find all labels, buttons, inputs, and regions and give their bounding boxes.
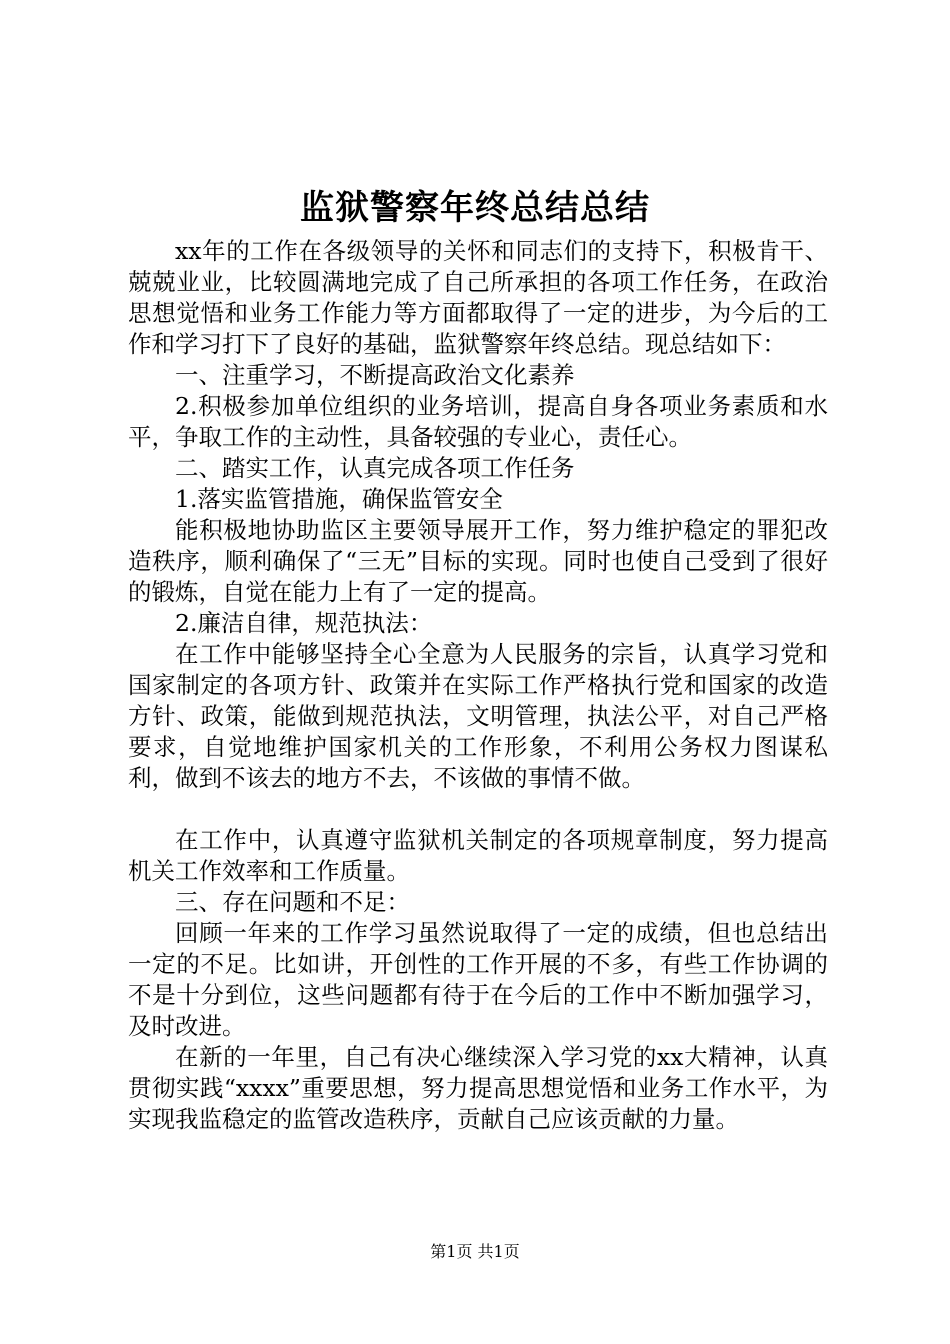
paragraph-rules: 在工作中，认真遵守监狱机关制定的各项规章制度，努力提高机关工作效率和工作质量。 <box>128 826 828 885</box>
document-body <box>128 236 828 1135</box>
paragraph-gap <box>128 794 828 825</box>
document-title: 监狱警察年终总结总结 <box>300 188 650 228</box>
page-number: 第1页 共1页 <box>430 1242 520 1261</box>
subheading-integrity: 2.廉洁自律，规范执法： <box>175 609 433 637</box>
paragraph-shortcomings: 回顾一年来的工作学习虽然说取得了一定的成绩，但也总结出一定的不足。比如讲，开创性的工作开展的不多，有些工作协调的不是十分到位，这些问题都有待于在今后的工作中不断加强学习，及时改进。 <box>128 919 828 1040</box>
paragraph-new-year: 在新的一年里，自己有决心继续深入学习党的xx大精神，认真贯彻实践“xxxx”重要思想，努力提高思想觉悟和业务工作水平，为实现我监稳定的监管改造秩序，贡献自己应该贡献的力量。 <box>128 1043 828 1133</box>
paragraph-integrity: 在工作中能够坚持全心全意为人民服务的宗旨，认真学习党和国家制定的各项方针、政策并在实际工作严格执行党和国家的改造方针、政策，能做到规范执法，文明管理，执法公平，对自己严格要求，自觉地维护国家机关的工作形象，不利用公务权力图谋私利，做到不该去的地方不去，不该做的事情不做。 <box>128 640 828 792</box>
paragraph-supervision: 能积极地协助监区主要领导展开工作，努力维护稳定的罪犯改造秩序，顺利确保了“三无”目标的实现。同时也使自己受到了很好的锻炼，自觉在能力上有了一定的提高。 <box>128 516 828 606</box>
paragraph-training: 2.积极参加单位组织的业务培训，提高自身各项业务素质和水平，争取工作的主动性，具备较强的专业心，责任心。 <box>128 392 828 451</box>
heading-section-3: 三、存在问题和不足： <box>175 888 410 916</box>
heading-section-2: 二、踏实工作，认真完成各项工作任务 <box>175 454 575 482</box>
subheading-supervision: 1.落实监管措施，确保监管安全 <box>175 485 503 513</box>
heading-section-1: 一、注重学习，不断提高政治文化素养 <box>175 361 575 389</box>
paragraph-intro: xx年的工作在各级领导的关怀和同志们的支持下，积极肯干、兢兢业业，比较圆满地完成了自己所承担的各项工作任务，在政治思想觉悟和业务工作能力等方面都取得了一定的进步，为今后的工作和学习打下了良好的基础，监狱警察年终总结。现总结如下： <box>128 237 828 358</box>
